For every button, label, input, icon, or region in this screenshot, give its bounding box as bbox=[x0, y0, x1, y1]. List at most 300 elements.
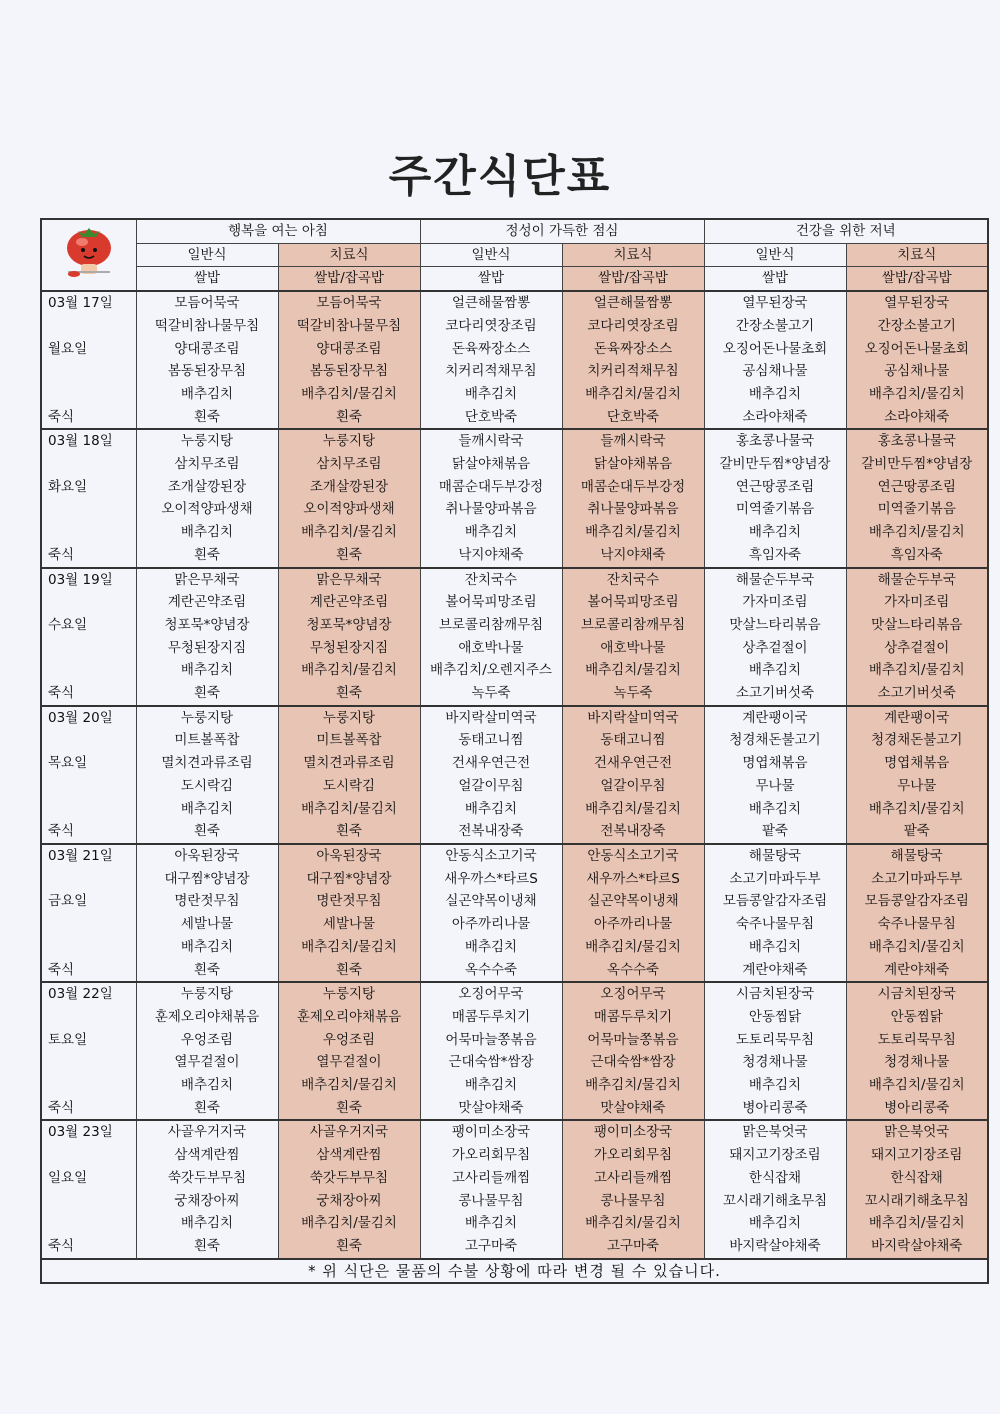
menu-cell: 건새우연근전 bbox=[562, 752, 704, 775]
menu-cell: 갈비만두찜*양념장 bbox=[846, 453, 988, 476]
menu-cell: 오징어무국 bbox=[420, 982, 562, 1006]
menu-cell: 코다리엿장조림 bbox=[420, 315, 562, 338]
menu-cell: 배추김치 bbox=[136, 936, 278, 959]
menu-cell: 멸치견과류조림 bbox=[136, 752, 278, 775]
menu-cell: 매콤두루치기 bbox=[562, 1006, 704, 1029]
menu-cell: 소고기버섯죽 bbox=[704, 682, 846, 706]
menu-cell: 떡갈비참나물무침 bbox=[136, 315, 278, 338]
menu-cell: 돼지고기장조림 bbox=[704, 1144, 846, 1167]
menu-cell: 청경채돈불고기 bbox=[704, 729, 846, 752]
day-weekday: 수요일 bbox=[41, 614, 136, 637]
menu-cell: 브로콜리참깨무침 bbox=[420, 614, 562, 637]
menu-cell: 누룽지탕 bbox=[278, 982, 420, 1006]
menu-cell: 흑임자죽 bbox=[846, 544, 988, 568]
menu-cell: 숙주나물무침 bbox=[846, 913, 988, 936]
menu-cell: 양대콩조림 bbox=[136, 338, 278, 361]
day-cell-empty bbox=[41, 1190, 136, 1213]
day-cell-empty bbox=[41, 498, 136, 521]
menu-cell: 모듬콩알감자조림 bbox=[846, 890, 988, 913]
porridge-label: 죽식 bbox=[41, 1235, 136, 1259]
meal-header-dinner: 건강을 위한 저녁 bbox=[704, 219, 988, 243]
menu-cell: 배추김치/물김치 bbox=[278, 659, 420, 682]
menu-cell: 시금치된장국 bbox=[846, 982, 988, 1006]
menu-cell: 도토리묵무침 bbox=[846, 1029, 988, 1052]
menu-cell: 동태고니찜 bbox=[420, 729, 562, 752]
menu-cell: 배추김치 bbox=[136, 1212, 278, 1235]
menu-cell: 삼색계란찜 bbox=[278, 1144, 420, 1167]
type-header: 일반식 bbox=[136, 243, 278, 267]
menu-cell: 녹두죽 bbox=[562, 682, 704, 706]
day-date: 03월 20일 bbox=[41, 706, 136, 730]
table-row bbox=[41, 476, 988, 499]
menu-cell: 얼갈이무침 bbox=[420, 775, 562, 798]
menu-cell: 가오리회무침 bbox=[420, 1144, 562, 1167]
menu-cell: 안동식소고기국 bbox=[420, 844, 562, 868]
day-cell-empty bbox=[41, 1006, 136, 1029]
table-row bbox=[41, 982, 988, 1006]
menu-cell: 닭살야채볶음 bbox=[420, 453, 562, 476]
menu-cell: 근대숙쌈*쌈장 bbox=[562, 1051, 704, 1074]
menu-cell: 새우까스*타르S bbox=[562, 868, 704, 891]
menu-cell: 낙지야채죽 bbox=[420, 544, 562, 568]
menu-cell: 흰죽 bbox=[278, 406, 420, 430]
menu-cell: 치커리적채무침 bbox=[420, 360, 562, 383]
menu-cell: 흰죽 bbox=[278, 959, 420, 983]
table-row bbox=[41, 959, 988, 983]
day-date: 03월 18일 bbox=[41, 429, 136, 453]
menu-cell: 소고기마파두부 bbox=[846, 868, 988, 891]
menu-cell: 아욱된장국 bbox=[136, 844, 278, 868]
menu-cell: 치커리적채무침 bbox=[562, 360, 704, 383]
menu-cell: 배추김치/물김치 bbox=[562, 936, 704, 959]
menu-cell: 배추김치/물김치 bbox=[562, 383, 704, 406]
menu-cell: 얼큰해물짬뽕 bbox=[420, 291, 562, 315]
table-row bbox=[41, 798, 988, 821]
menu-cell: 훈제오리야채볶음 bbox=[278, 1006, 420, 1029]
menu-cell: 얼갈이무침 bbox=[562, 775, 704, 798]
table-row bbox=[41, 1051, 988, 1074]
porridge-label: 죽식 bbox=[41, 1097, 136, 1121]
menu-cell: 배추김치/물김치 bbox=[278, 936, 420, 959]
day-cell-empty bbox=[41, 453, 136, 476]
day-cell-empty bbox=[41, 775, 136, 798]
porridge-label: 죽식 bbox=[41, 682, 136, 706]
menu-cell: 세발나물 bbox=[136, 913, 278, 936]
menu-cell: 한식잡채 bbox=[846, 1167, 988, 1190]
menu-cell: 청경채돈불고기 bbox=[846, 729, 988, 752]
menu-cell: 사골우거지국 bbox=[278, 1120, 420, 1144]
menu-cell: 배추김치/물김치 bbox=[562, 521, 704, 544]
menu-cell: 팥죽 bbox=[846, 820, 988, 844]
table-row bbox=[41, 498, 988, 521]
menu-body bbox=[41, 291, 988, 1259]
menu-cell: 콩나물무침 bbox=[562, 1190, 704, 1213]
day-cell-empty bbox=[41, 383, 136, 406]
menu-cell: 아주까리나물 bbox=[420, 913, 562, 936]
menu-cell: 전복내장죽 bbox=[420, 820, 562, 844]
table-row bbox=[41, 1006, 988, 1029]
menu-cell: 소라야채죽 bbox=[846, 406, 988, 430]
menu-cell: 배추김치 bbox=[420, 1212, 562, 1235]
day-date: 03월 22일 bbox=[41, 982, 136, 1006]
menu-cell: 배추김치/물김치 bbox=[846, 659, 988, 682]
menu-cell: 닭살야채볶음 bbox=[562, 453, 704, 476]
footer-notice: * 위 식단은 물품의 수불 상황에 따라 변경 될 수 있습니다. bbox=[41, 1259, 988, 1283]
day-date: 03월 23일 bbox=[41, 1120, 136, 1144]
menu-cell: 고사리들깨찜 bbox=[562, 1167, 704, 1190]
day-weekday: 토요일 bbox=[41, 1029, 136, 1052]
table-row bbox=[41, 890, 988, 913]
day-weekday: 월요일 bbox=[41, 338, 136, 361]
type-header: 치료식 bbox=[278, 243, 420, 267]
menu-cell: 흰죽 bbox=[278, 1097, 420, 1121]
menu-cell: 배추김치 bbox=[420, 1074, 562, 1097]
menu-cell: 홍초콩나물국 bbox=[704, 429, 846, 453]
menu-cell: 녹두죽 bbox=[420, 682, 562, 706]
menu-cell: 배추김치/물김치 bbox=[562, 1074, 704, 1097]
menu-cell: 잔치국수 bbox=[562, 568, 704, 592]
menu-cell: 배추김치/물김치 bbox=[846, 1074, 988, 1097]
menu-cell: 명란젓무침 bbox=[136, 890, 278, 913]
table-row bbox=[41, 315, 988, 338]
menu-cell: 청포묵*양념장 bbox=[278, 614, 420, 637]
menu-cell: 흰죽 bbox=[136, 820, 278, 844]
table-row bbox=[41, 775, 988, 798]
table-row bbox=[41, 682, 988, 706]
menu-cell: 계란야채죽 bbox=[704, 959, 846, 983]
menu-cell: 배추김치/물김치 bbox=[278, 798, 420, 821]
day-cell-empty bbox=[41, 913, 136, 936]
menu-cell: 열무된장국 bbox=[846, 291, 988, 315]
menu-cell: 훈제오리야채볶음 bbox=[136, 1006, 278, 1029]
menu-cell: 열무겉절이 bbox=[136, 1051, 278, 1074]
menu-cell: 배추김치 bbox=[136, 383, 278, 406]
menu-cell: 배추김치/물김치 bbox=[846, 936, 988, 959]
table-row bbox=[41, 406, 988, 430]
table-row bbox=[41, 752, 988, 775]
menu-cell: 흰죽 bbox=[136, 1097, 278, 1121]
menu-cell: 팽이미소장국 bbox=[562, 1120, 704, 1144]
tomato-mascot-icon bbox=[54, 222, 124, 280]
menu-cell: 흰죽 bbox=[136, 959, 278, 983]
menu-cell: 배추김치 bbox=[136, 1074, 278, 1097]
menu-cell: 무나물 bbox=[846, 775, 988, 798]
menu-cell: 배추김치 bbox=[704, 659, 846, 682]
menu-cell: 공심채나물 bbox=[704, 360, 846, 383]
menu-cell: 배추김치 bbox=[704, 936, 846, 959]
menu-cell: 우엉조림 bbox=[278, 1029, 420, 1052]
menu-cell: 어묵마늘쫑볶음 bbox=[562, 1029, 704, 1052]
menu-cell: 고구마죽 bbox=[562, 1235, 704, 1259]
table-row bbox=[41, 1029, 988, 1052]
table-row bbox=[41, 544, 988, 568]
menu-cell: 들깨시락국 bbox=[420, 429, 562, 453]
table-row bbox=[41, 729, 988, 752]
menu-cell: 바지락살미역국 bbox=[562, 706, 704, 730]
menu-cell: 명엽채볶음 bbox=[704, 752, 846, 775]
menu-cell: 무청된장지짐 bbox=[278, 637, 420, 660]
menu-cell: 해물순두부국 bbox=[846, 568, 988, 592]
menu-cell: 동태고니찜 bbox=[562, 729, 704, 752]
menu-cell: 브로콜리참깨무침 bbox=[562, 614, 704, 637]
mascot-cell bbox=[41, 219, 136, 291]
menu-cell: 배추김치 bbox=[420, 521, 562, 544]
table-row bbox=[41, 383, 988, 406]
menu-cell: 청경채나물 bbox=[704, 1051, 846, 1074]
menu-cell: 홍초콩나물국 bbox=[846, 429, 988, 453]
menu-cell: 계란곤약조림 bbox=[136, 591, 278, 614]
menu-cell: 조개살깡된장 bbox=[136, 476, 278, 499]
menu-cell: 쑥갓두부무침 bbox=[136, 1167, 278, 1190]
porridge-label: 죽식 bbox=[41, 406, 136, 430]
menu-cell: 양대콩조림 bbox=[278, 338, 420, 361]
menu-cell: 얼큰해물짬뽕 bbox=[562, 291, 704, 315]
menu-cell: 배추김치 bbox=[704, 1212, 846, 1235]
day-cell-empty bbox=[41, 360, 136, 383]
table-row bbox=[41, 706, 988, 730]
table-row bbox=[41, 844, 988, 868]
menu-cell: 간장소불고기 bbox=[846, 315, 988, 338]
menu-cell: 오징어무국 bbox=[562, 982, 704, 1006]
menu-cell: 실곤약목이냉채 bbox=[562, 890, 704, 913]
menu-cell: 모듬콩알감자조림 bbox=[704, 890, 846, 913]
menu-cell: 도시락김 bbox=[278, 775, 420, 798]
table-row bbox=[41, 291, 988, 315]
menu-cell: 근대숙쌈*쌈장 bbox=[420, 1051, 562, 1074]
menu-cell: 매콤순대두부강정 bbox=[562, 476, 704, 499]
menu-cell: 대구찜*양념장 bbox=[136, 868, 278, 891]
menu-cell: 고사리들깨찜 bbox=[420, 1167, 562, 1190]
table-row bbox=[41, 591, 988, 614]
day-weekday: 목요일 bbox=[41, 752, 136, 775]
day-weekday: 일요일 bbox=[41, 1167, 136, 1190]
menu-cell: 볼어묵피망조림 bbox=[420, 591, 562, 614]
table-row bbox=[41, 1190, 988, 1213]
menu-cell: 무나물 bbox=[704, 775, 846, 798]
menu-cell: 무청된장지짐 bbox=[136, 637, 278, 660]
menu-cell: 바지락살야채죽 bbox=[846, 1235, 988, 1259]
menu-cell: 도토리묵무침 bbox=[704, 1029, 846, 1052]
menu-cell: 흰죽 bbox=[278, 820, 420, 844]
menu-cell: 바지락살야채죽 bbox=[704, 1235, 846, 1259]
table-row bbox=[41, 936, 988, 959]
menu-cell: 가자미조림 bbox=[704, 591, 846, 614]
menu-cell: 맑은북엇국 bbox=[704, 1120, 846, 1144]
menu-cell: 미역줄기볶음 bbox=[846, 498, 988, 521]
menu-cell: 가자미조림 bbox=[846, 591, 988, 614]
day-weekday: 금요일 bbox=[41, 890, 136, 913]
table-row bbox=[41, 1120, 988, 1144]
menu-cell: 소고기버섯죽 bbox=[846, 682, 988, 706]
menu-cell: 오징어돈나물초회 bbox=[704, 338, 846, 361]
table-row bbox=[41, 820, 988, 844]
menu-cell: 흰죽 bbox=[278, 1235, 420, 1259]
menu-cell: 건새우연근전 bbox=[420, 752, 562, 775]
menu-cell: 배추김치/물김치 bbox=[846, 798, 988, 821]
menu-cell: 배추김치/물김치 bbox=[846, 1212, 988, 1235]
menu-cell: 맛살느타리볶음 bbox=[846, 614, 988, 637]
table-row bbox=[41, 1235, 988, 1259]
menu-cell: 오이적양파생채 bbox=[136, 498, 278, 521]
menu-cell: 오이적양파생채 bbox=[278, 498, 420, 521]
menu-cell: 배추김치/물김치 bbox=[846, 521, 988, 544]
day-cell-empty bbox=[41, 1074, 136, 1097]
menu-cell: 들깨시락국 bbox=[562, 429, 704, 453]
menu-cell: 우엉조림 bbox=[136, 1029, 278, 1052]
menu-cell: 아주까리나물 bbox=[562, 913, 704, 936]
rice-header: 쌀밥 bbox=[136, 267, 278, 291]
menu-cell: 명란젓무침 bbox=[278, 890, 420, 913]
menu-cell: 애호박나물 bbox=[562, 637, 704, 660]
table-row bbox=[41, 1074, 988, 1097]
menu-cell: 배추김치/물김치 bbox=[846, 383, 988, 406]
menu-cell: 계란팽이국 bbox=[704, 706, 846, 730]
menu-cell: 배추김치 bbox=[704, 383, 846, 406]
meal-header-breakfast: 행복을 여는 아침 bbox=[136, 219, 420, 243]
menu-cell: 한식잡채 bbox=[704, 1167, 846, 1190]
day-date: 03월 17일 bbox=[41, 291, 136, 315]
menu-cell: 돈육짜장소스 bbox=[562, 338, 704, 361]
menu-cell: 오징어돈나물초회 bbox=[846, 338, 988, 361]
day-cell-empty bbox=[41, 659, 136, 682]
menu-cell: 안동찜닭 bbox=[704, 1006, 846, 1029]
day-cell-empty bbox=[41, 936, 136, 959]
day-cell-empty bbox=[41, 1051, 136, 1074]
porridge-label: 죽식 bbox=[41, 544, 136, 568]
rice-header: 쌀밥/잡곡밥 bbox=[562, 267, 704, 291]
menu-cell: 숙주나물무침 bbox=[704, 913, 846, 936]
menu-cell: 삼치무조림 bbox=[136, 453, 278, 476]
menu-cell: 애호박나물 bbox=[420, 637, 562, 660]
menu-cell: 사골우거지국 bbox=[136, 1120, 278, 1144]
menu-cell: 삼치무조림 bbox=[278, 453, 420, 476]
menu-cell: 공심채나물 bbox=[846, 360, 988, 383]
menu-cell: 안동식소고기국 bbox=[562, 844, 704, 868]
menu-cell: 매콤순대두부강정 bbox=[420, 476, 562, 499]
rice-header: 쌀밥 bbox=[704, 267, 846, 291]
menu-cell: 낙지야채죽 bbox=[562, 544, 704, 568]
menu-cell: 병아리콩죽 bbox=[704, 1097, 846, 1121]
menu-cell: 맛살야채죽 bbox=[420, 1097, 562, 1121]
menu-cell: 옥수수죽 bbox=[562, 959, 704, 983]
page-title: 주간식단표 bbox=[388, 151, 612, 202]
day-weekday: 화요일 bbox=[41, 476, 136, 499]
menu-cell: 도시락김 bbox=[136, 775, 278, 798]
day-cell-empty bbox=[41, 798, 136, 821]
menu-cell: 팽이미소장국 bbox=[420, 1120, 562, 1144]
menu-cell: 해물탕국 bbox=[846, 844, 988, 868]
menu-cell: 돈육짜장소스 bbox=[420, 338, 562, 361]
type-header: 일반식 bbox=[420, 243, 562, 267]
menu-cell: 매콤두루치기 bbox=[420, 1006, 562, 1029]
menu-cell: 흰죽 bbox=[278, 544, 420, 568]
day-cell-empty bbox=[41, 315, 136, 338]
menu-cell: 멸치견과류조림 bbox=[278, 752, 420, 775]
menu-cell: 안동찜닭 bbox=[846, 1006, 988, 1029]
menu-cell: 잔치국수 bbox=[420, 568, 562, 592]
menu-cell: 배추김치 bbox=[420, 936, 562, 959]
table-row bbox=[41, 338, 988, 361]
menu-cell: 누룽지탕 bbox=[136, 706, 278, 730]
menu-cell: 미트볼폭찹 bbox=[136, 729, 278, 752]
menu-cell: 맛살느타리볶음 bbox=[704, 614, 846, 637]
menu-cell: 청경채나물 bbox=[846, 1051, 988, 1074]
menu-cell: 맑은무채국 bbox=[136, 568, 278, 592]
menu-cell: 청포묵*양념장 bbox=[136, 614, 278, 637]
menu-cell: 맑은북엇국 bbox=[846, 1120, 988, 1144]
menu-cell: 갈비만두찜*양념장 bbox=[704, 453, 846, 476]
table-row bbox=[41, 1167, 988, 1190]
menu-cell: 단호박죽 bbox=[562, 406, 704, 430]
menu-cell: 취나물양파볶음 bbox=[562, 498, 704, 521]
menu-cell: 고구마죽 bbox=[420, 1235, 562, 1259]
weekly-menu-table bbox=[40, 218, 989, 1284]
menu-cell: 팥죽 bbox=[704, 820, 846, 844]
menu-cell: 배추김치 bbox=[136, 659, 278, 682]
menu-cell: 어묵마늘쫑볶음 bbox=[420, 1029, 562, 1052]
menu-cell: 배추김치 bbox=[704, 1074, 846, 1097]
menu-cell: 배추김치 bbox=[704, 521, 846, 544]
menu-cell: 누룽지탕 bbox=[278, 429, 420, 453]
type-header: 치료식 bbox=[562, 243, 704, 267]
table-row bbox=[41, 1097, 988, 1121]
menu-cell: 해물순두부국 bbox=[704, 568, 846, 592]
menu-cell: 해물탕국 bbox=[704, 844, 846, 868]
menu-cell: 삼색계란찜 bbox=[136, 1144, 278, 1167]
menu-cell: 배추김치/물김치 bbox=[278, 383, 420, 406]
rice-header: 쌀밥 bbox=[420, 267, 562, 291]
menu-cell: 계란야채죽 bbox=[846, 959, 988, 983]
table-row bbox=[41, 568, 988, 592]
menu-cell: 배추김치/물김치 bbox=[562, 1212, 704, 1235]
menu-cell: 궁채장아찌 bbox=[136, 1190, 278, 1213]
menu-cell: 명엽채볶음 bbox=[846, 752, 988, 775]
table-row bbox=[41, 637, 988, 660]
menu-cell: 맛살야채죽 bbox=[562, 1097, 704, 1121]
menu-cell: 모듬어묵국 bbox=[278, 291, 420, 315]
menu-cell: 코다리엿장조림 bbox=[562, 315, 704, 338]
menu-cell: 미트볼폭찹 bbox=[278, 729, 420, 752]
menu-cell: 누룽지탕 bbox=[136, 429, 278, 453]
menu-cell: 누룽지탕 bbox=[278, 706, 420, 730]
table-row bbox=[41, 360, 988, 383]
table-row bbox=[41, 868, 988, 891]
table-row bbox=[41, 521, 988, 544]
rice-header: 쌀밥/잡곡밥 bbox=[278, 267, 420, 291]
menu-cell: 모듬어묵국 bbox=[136, 291, 278, 315]
menu-cell: 열무된장국 bbox=[704, 291, 846, 315]
menu-cell: 흰죽 bbox=[136, 544, 278, 568]
table-row bbox=[41, 453, 988, 476]
day-cell-empty bbox=[41, 637, 136, 660]
day-cell-empty bbox=[41, 591, 136, 614]
menu-cell: 흑임자죽 bbox=[704, 544, 846, 568]
menu-cell: 배추김치/물김치 bbox=[562, 798, 704, 821]
menu-cell: 돼지고기장조림 bbox=[846, 1144, 988, 1167]
menu-cell: 배추김치 bbox=[704, 798, 846, 821]
menu-cell: 실곤약목이냉채 bbox=[420, 890, 562, 913]
day-cell-empty bbox=[41, 729, 136, 752]
menu-cell: 바지락살미역국 bbox=[420, 706, 562, 730]
menu-cell: 간장소불고기 bbox=[704, 315, 846, 338]
menu-cell: 단호박죽 bbox=[420, 406, 562, 430]
menu-cell: 흰죽 bbox=[136, 406, 278, 430]
menu-cell: 가오리회무침 bbox=[562, 1144, 704, 1167]
day-cell-empty bbox=[41, 521, 136, 544]
table-row bbox=[41, 614, 988, 637]
day-cell-empty bbox=[41, 1212, 136, 1235]
menu-cell: 계란팽이국 bbox=[846, 706, 988, 730]
